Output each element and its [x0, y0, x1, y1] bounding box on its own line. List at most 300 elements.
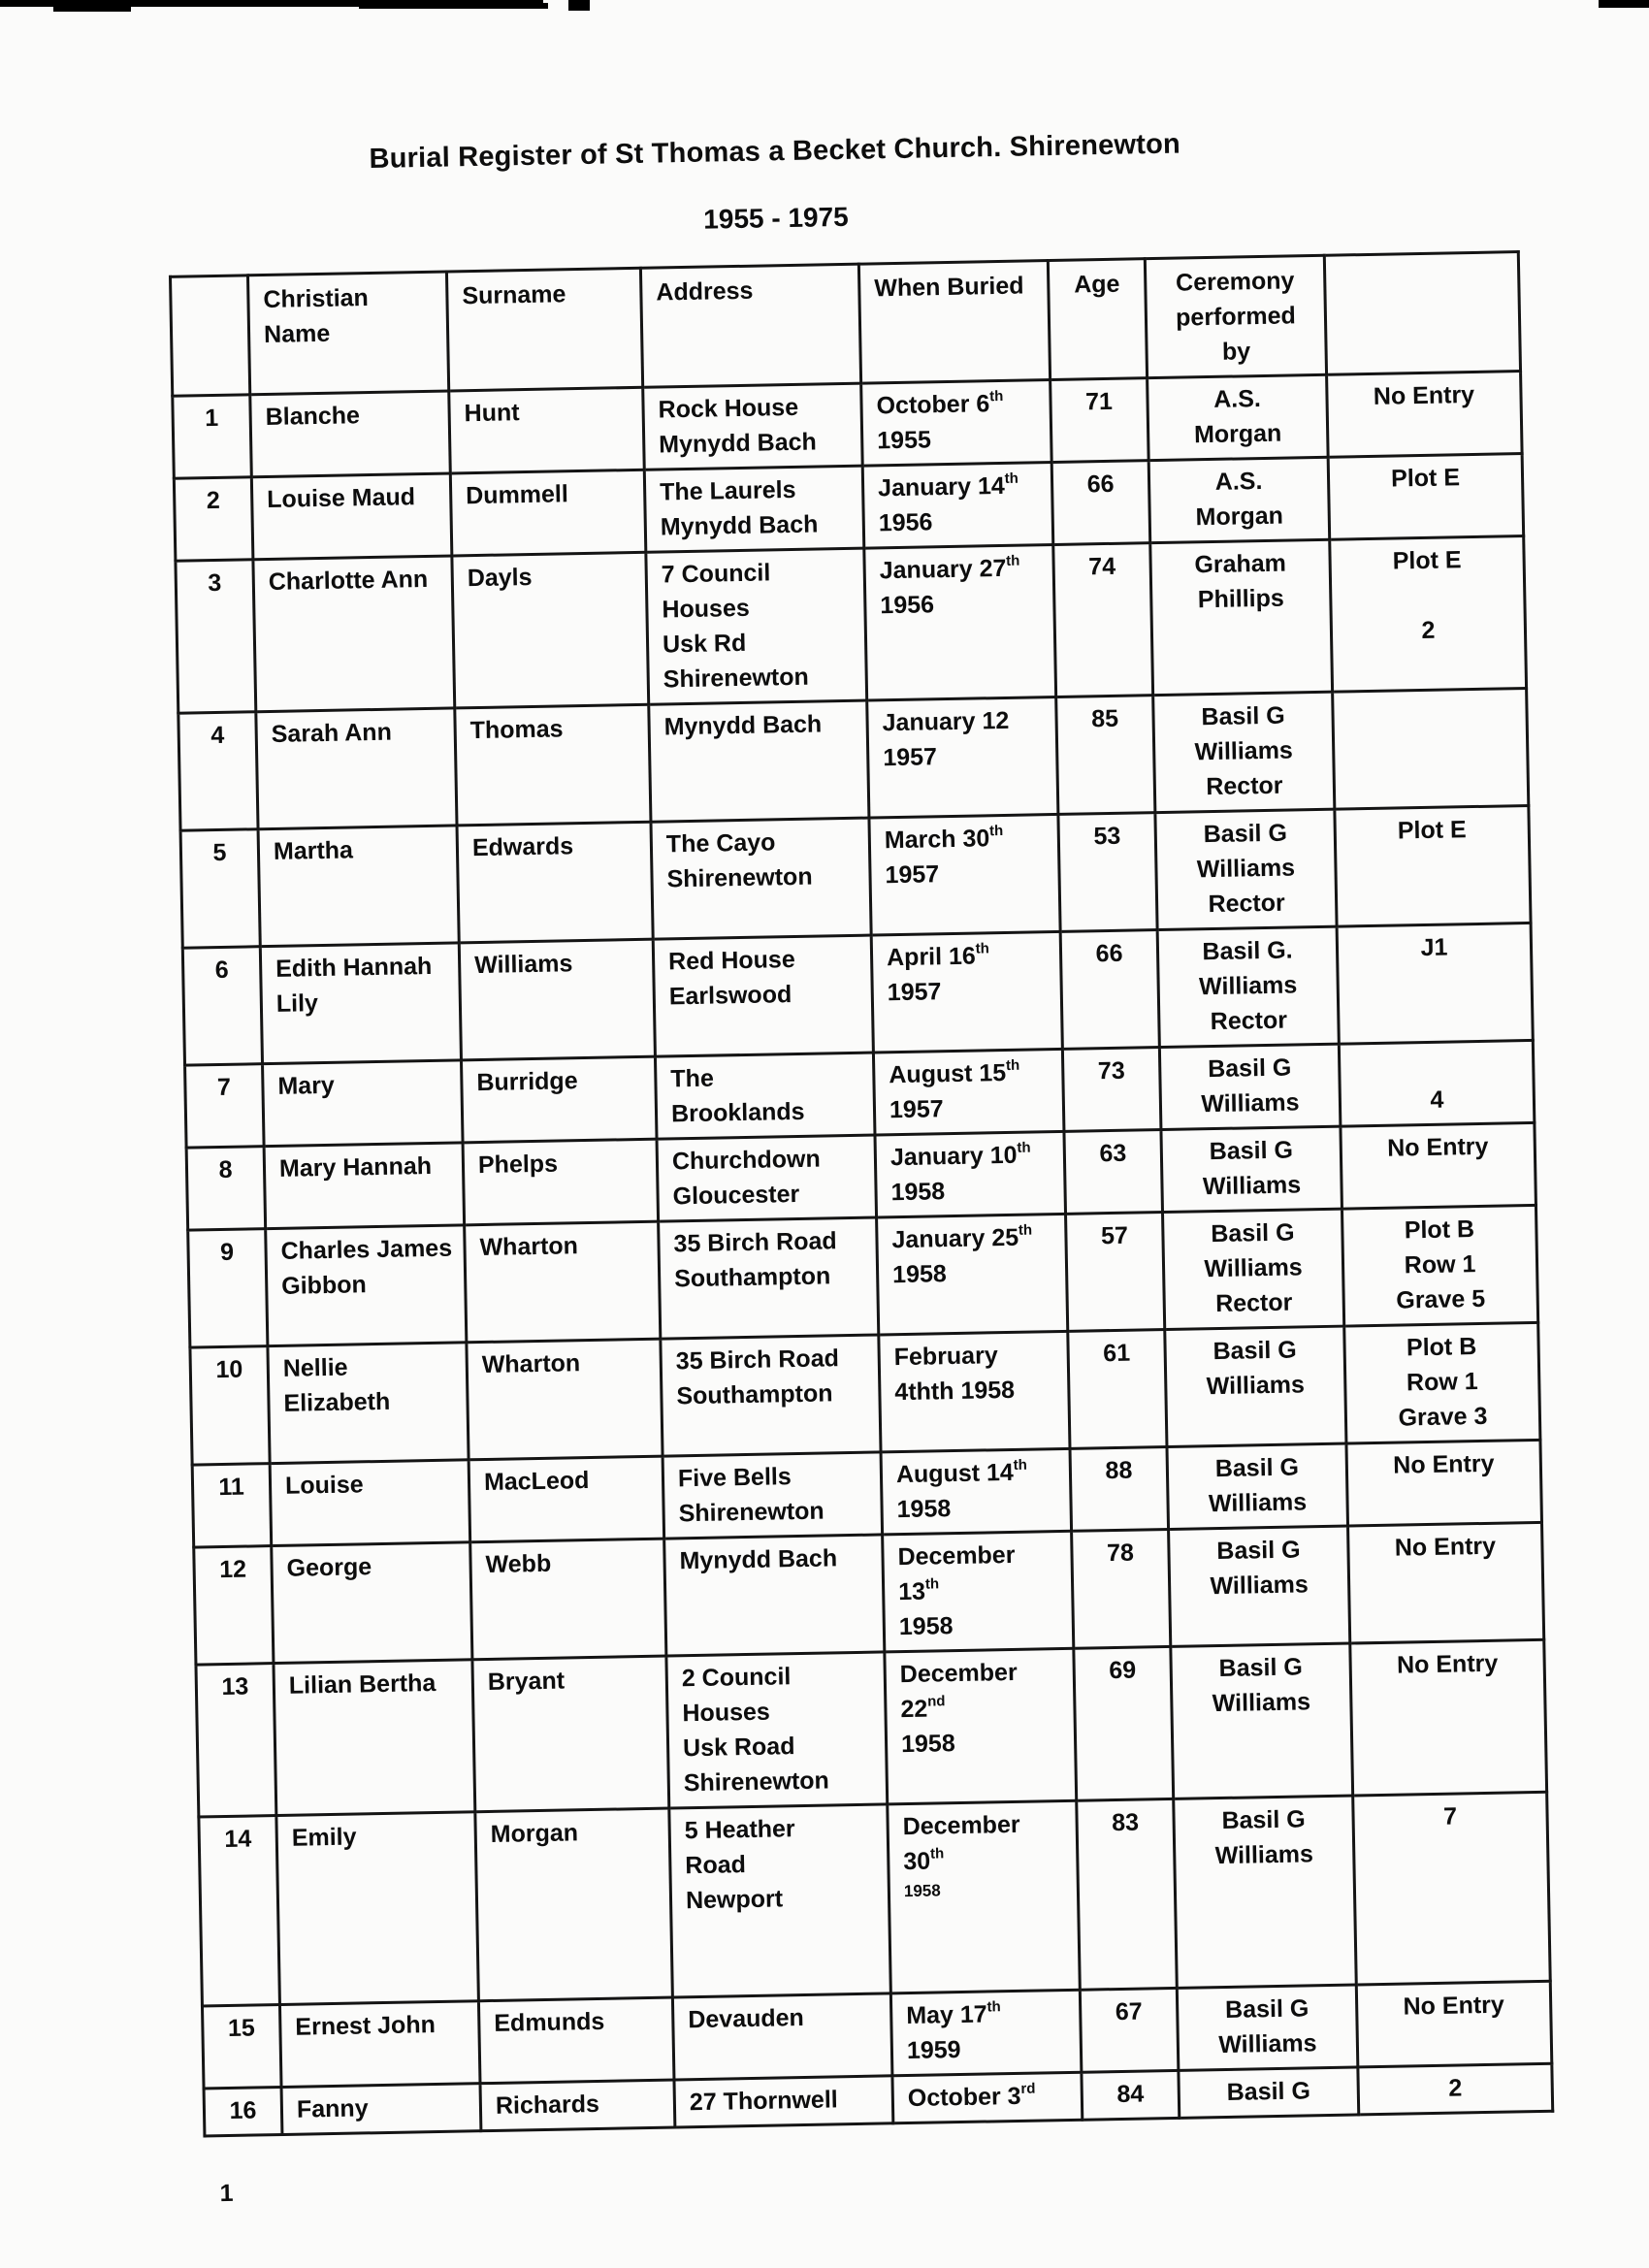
cell-line: 1: [204, 404, 219, 433]
cell-line: No Entry: [1393, 1449, 1495, 1479]
cell-line: The: [670, 1064, 715, 1093]
cell-surname: [450, 470, 646, 556]
cell-when-buried: [892, 2072, 1083, 2123]
cell-line: April 16th: [886, 940, 989, 972]
cell-line: Basil G: [1218, 1653, 1304, 1683]
cell-line: Name: [263, 319, 331, 349]
cell-line: Emily: [291, 1823, 357, 1852]
cell-christian-name: [251, 473, 452, 560]
cell-plot: [1337, 923, 1533, 1044]
cell-line: Burridge: [476, 1067, 578, 1097]
cell-age: [1060, 930, 1159, 1050]
cell-num: [182, 947, 262, 1065]
cell-address: [663, 1452, 883, 1539]
cell-line: Edwards: [471, 832, 574, 862]
cell-line: Houses: [662, 594, 750, 624]
cell-line: Basil G: [1212, 1336, 1297, 1366]
cell-line: Williams: [1198, 971, 1298, 1001]
cell-line: Plot B: [1404, 1215, 1475, 1245]
cell-line: Age: [1073, 270, 1120, 299]
cell-line: Plot E: [1397, 816, 1467, 845]
cell-age: [1053, 543, 1153, 697]
cell-when-buried: [881, 1448, 1072, 1535]
cell-line: Morgan: [1193, 419, 1282, 449]
cell-line: Williams: [1218, 2029, 1317, 2059]
cell-line: Basil G: [1224, 1994, 1310, 2024]
cell-ceremony: [1165, 1326, 1346, 1446]
cell-christian-name: [250, 391, 451, 477]
cell-address: [657, 1135, 877, 1221]
cell-when-buried: [867, 697, 1058, 818]
cell-age: [1070, 1446, 1169, 1531]
cell-ceremony: [1153, 692, 1335, 812]
cell-line: Row 1: [1406, 1368, 1478, 1397]
cell-line: Wharton: [481, 1349, 581, 1379]
cell-plot: [1327, 372, 1523, 458]
table-row: [196, 1639, 1547, 1817]
cell-surname: [461, 1056, 657, 1143]
cell-line: Rector: [1206, 771, 1283, 801]
cell-line: 1958: [903, 1881, 941, 1901]
cell-age: [1068, 1330, 1167, 1449]
cell-address: [661, 1335, 881, 1456]
cell-plot: [1341, 1122, 1536, 1209]
cell-surname: [457, 822, 653, 943]
cell-when-buried: [869, 814, 1060, 935]
cell-line: Williams: [1210, 1571, 1309, 1601]
cell-address: [644, 466, 864, 552]
table-row: [176, 536, 1527, 714]
cell-line: Shirenewton: [666, 862, 813, 893]
cell-line: 67: [1115, 1997, 1143, 2026]
cell-line: 53: [1093, 822, 1121, 851]
cell-line: 2 Council: [681, 1663, 792, 1693]
cell-line: Mynydd Bach: [659, 428, 818, 459]
cell-line: August 14th: [895, 1456, 1027, 1489]
cell-line: February: [893, 1342, 998, 1372]
cell-line: 88: [1105, 1456, 1133, 1485]
cell-line: March 30th: [884, 823, 1004, 855]
scan-artifact-top-left-bump: [53, 0, 131, 12]
cell-line: A.S.: [1214, 468, 1263, 496]
cell-line: 11: [218, 1473, 245, 1502]
cell-plot: [1330, 536, 1527, 693]
cell-ceremony: [1155, 809, 1337, 929]
cell-num: [178, 712, 258, 830]
cell-line: Wharton: [479, 1232, 579, 1262]
cell-address: [669, 1804, 891, 1997]
cell-line: Basil G: [1207, 1053, 1292, 1084]
cell-line: Elizabeth: [283, 1387, 391, 1417]
cell-line: Dayls: [467, 563, 533, 593]
cell-line: Richards: [495, 2090, 600, 2120]
cell-address: [672, 1993, 892, 2080]
cell-plot: [1344, 1322, 1540, 1443]
scan-artifact-top-mid: [359, 3, 548, 9]
cell-line: Sarah Ann: [271, 718, 393, 748]
cell-ceremony: [1171, 1643, 1353, 1798]
cell-line: 1955: [876, 426, 932, 455]
cell-num: [192, 1464, 272, 1547]
cell-line: Basil G: [1221, 1805, 1306, 1835]
cell-line: No Entry: [1373, 380, 1475, 410]
column-header-christian_name: [247, 272, 448, 395]
column-header-num: [170, 275, 249, 396]
cell-line: No Entry: [1386, 1132, 1489, 1162]
cell-line: 4: [210, 721, 225, 750]
cell-line: October 3rd: [907, 2080, 1036, 2113]
cell-address: [643, 383, 863, 470]
cell-line: A.S.: [1212, 385, 1262, 413]
cell-christian-name: [268, 1343, 469, 1464]
cell-line: 1959: [906, 2036, 961, 2065]
cell-age: [1072, 1529, 1171, 1648]
cell-line: 1957: [887, 978, 942, 1007]
heading-area: [72, 123, 1480, 247]
cell-line: January 14th: [877, 470, 1018, 502]
cell-line: Mynydd Bach: [663, 710, 823, 741]
cell-christian-name: [276, 1812, 479, 2005]
cell-line: Hunt: [464, 399, 520, 428]
cell-christian-name: [279, 2001, 480, 2088]
cell-line: 69: [1109, 1656, 1137, 1685]
cell-line: Phillips: [1197, 584, 1285, 614]
cell-line: 35 Birch Road: [673, 1227, 837, 1258]
cell-line: Ernest John: [295, 2011, 436, 2041]
cell-address: [651, 818, 871, 939]
cell-christian-name: [263, 1060, 464, 1147]
column-header-when_buried: [858, 261, 1050, 384]
cell-christian-name: [256, 708, 457, 829]
cell-line: MacLeod: [483, 1467, 590, 1497]
cell-line: Basil G: [1216, 1536, 1301, 1566]
cell-line: Williams: [1194, 736, 1294, 766]
cell-line: 16: [229, 2096, 257, 2124]
cell-line: Lilian Bertha: [288, 1669, 436, 1700]
cell-line: Shirenewton: [663, 663, 810, 694]
cell-line: No Entry: [1403, 1991, 1505, 2021]
cell-when-buried: [871, 931, 1062, 1053]
table-row: [199, 1792, 1550, 2006]
cell-line: Basil G.: [1202, 936, 1293, 966]
cell-line: 4: [1430, 1085, 1444, 1114]
cell-line: Williams: [1206, 1371, 1306, 1401]
cell-line: Fanny: [296, 2094, 369, 2123]
cell-ceremony: [1174, 1796, 1357, 1988]
cell-line: Churchdown: [671, 1145, 821, 1176]
scan-artifact-top-notch: [568, 0, 590, 11]
cell-line: 84: [1116, 2080, 1145, 2109]
cell-line: Address: [656, 276, 754, 307]
cell-surname: [475, 1808, 673, 2001]
cell-line: Bryant: [487, 1667, 566, 1696]
cell-line: 1958: [890, 1178, 946, 1207]
cell-christian-name: [264, 1143, 465, 1229]
cell-line: 63: [1099, 1139, 1127, 1168]
cell-line: Williams: [1208, 1488, 1308, 1518]
table-body: [173, 372, 1553, 2136]
cell-line: 13th: [897, 1575, 940, 1606]
cell-line: 1958: [900, 1730, 955, 1759]
cell-line: 78: [1106, 1539, 1135, 1568]
cell-line: Basil G: [1203, 819, 1288, 849]
cell-when-buried: [861, 380, 1052, 467]
cell-line: Martha: [273, 836, 354, 865]
cell-line: 85: [1090, 704, 1119, 733]
cell-line: Mary Hannah: [278, 1151, 433, 1183]
cell-line: Plot B: [1406, 1333, 1477, 1362]
cell-plot: [1356, 1981, 1552, 2067]
cell-surname: [472, 1656, 669, 1812]
cell-line: Devauden: [688, 2004, 805, 2034]
cell-num: [199, 1816, 280, 2006]
cell-line: 27 Thornwell: [689, 2086, 838, 2117]
cell-ceremony: [1167, 1443, 1348, 1529]
cell-age: [1051, 461, 1150, 545]
cell-when-buried: [883, 1531, 1074, 1652]
cell-christian-name: [281, 2084, 481, 2135]
cell-line: Red House: [667, 945, 795, 976]
cell-line: 1957: [885, 860, 940, 890]
cell-line: Brooklands: [670, 1097, 805, 1128]
cell-line: 1956: [878, 508, 933, 537]
cell-line: Gloucester: [672, 1180, 800, 1211]
cell-line: Williams: [1214, 1840, 1314, 1870]
cell-line: Williams: [473, 950, 573, 980]
cell-address: [649, 700, 869, 822]
cell-line: Grave 3: [1398, 1402, 1488, 1432]
cell-when-buried: [873, 1049, 1064, 1135]
cell-line: 6: [214, 956, 229, 985]
cell-line: performed: [1175, 302, 1297, 332]
cell-num: [185, 1064, 265, 1148]
cell-line: Louise Maud: [267, 483, 416, 513]
cell-surname: [459, 939, 655, 1060]
cell-line: 7: [1442, 1802, 1458, 1831]
cell-line: Gibbon: [281, 1271, 367, 1300]
cell-line: January 10th: [889, 1139, 1031, 1172]
cell-christian-name: [253, 556, 455, 712]
cell-line: Row 1: [1404, 1250, 1476, 1280]
cell-line: Plot E: [1392, 546, 1462, 575]
cell-plot: [1348, 1522, 1544, 1643]
cell-line: Blanche: [265, 402, 361, 431]
cell-plot: [1333, 689, 1529, 810]
cell-address: [674, 2076, 893, 2127]
cell-plot: [1353, 1792, 1551, 1985]
cell-line: Usk Rd: [662, 629, 747, 659]
cell-line: Rector: [1214, 1288, 1293, 1318]
cell-surname: [452, 552, 649, 708]
cell-when-buried: [890, 1990, 1082, 2076]
cell-num: [173, 395, 252, 478]
scan-artifact-top-right: [1599, 0, 1649, 8]
cell-line: 66: [1086, 470, 1115, 499]
cell-plot: [1358, 2063, 1553, 2115]
cell-num: [202, 2005, 281, 2089]
cell-line: Five Bells: [677, 1463, 792, 1493]
cell-line: Lily: [275, 989, 319, 1018]
cell-age: [1062, 1048, 1161, 1132]
cell-ceremony: [1150, 539, 1333, 695]
cell-when-buried: [888, 1800, 1081, 1993]
cell-line: The Cayo: [665, 828, 776, 859]
cell-plot: [1335, 805, 1531, 926]
cell-line: December: [897, 1540, 1016, 1571]
cell-line: 9: [219, 1238, 235, 1267]
cell-when-buried: [862, 463, 1053, 549]
cell-line: Charlotte Ann: [268, 565, 429, 596]
cell-line: 30th: [903, 1845, 945, 1876]
cell-ceremony: [1157, 926, 1339, 1047]
cell-line: Basil G: [1214, 1453, 1300, 1483]
cell-christian-name: [258, 826, 459, 947]
cell-when-buried: [864, 545, 1056, 701]
cell-line: Shirenewton: [678, 1497, 824, 1528]
cell-ceremony: [1169, 1526, 1350, 1646]
document-title: Burial Register of St Thomas a Becket Church. Shirenewton: [369, 128, 1181, 175]
cell-address: [659, 1217, 879, 1339]
cell-line: Graham: [1194, 549, 1287, 579]
cell-line: Louise: [284, 1471, 364, 1500]
cell-line: Earlswood: [668, 981, 792, 1011]
cell-surname: [449, 387, 645, 473]
cell-ceremony: [1163, 1209, 1344, 1329]
cell-line: January 27th: [879, 552, 1020, 585]
cell-num: [174, 477, 253, 561]
cell-line: Basil G: [1209, 1136, 1294, 1166]
cell-line: When Buried: [874, 272, 1024, 303]
cell-line: Surname: [462, 280, 566, 310]
cell-address: [664, 1535, 885, 1656]
cell-line: Ceremony: [1175, 267, 1295, 297]
cell-line: December: [899, 1658, 1018, 1689]
cell-line: 1958: [891, 1260, 948, 1289]
cell-line: 74: [1088, 552, 1116, 581]
cell-num: [186, 1147, 266, 1230]
cell-line: 61: [1103, 1339, 1131, 1368]
cell-line: 83: [1111, 1808, 1140, 1837]
cell-age: [1051, 378, 1149, 463]
cell-line: 7 Council: [661, 559, 771, 589]
cell-line: Williams: [1196, 854, 1296, 884]
cell-line: 4thth 1958: [894, 1376, 1016, 1407]
cell-line: 7: [216, 1073, 232, 1102]
column-header-plot: [1324, 252, 1520, 375]
cell-address: [653, 935, 873, 1056]
cell-christian-name: [272, 1542, 472, 1664]
cell-line: 3: [208, 568, 222, 598]
cell-line: Basil G: [1226, 2077, 1311, 2106]
cell-line: Williams: [1204, 1253, 1303, 1283]
cell-line: [1338, 576, 1518, 614]
cell-age: [1074, 1646, 1174, 1800]
cell-line: Charles James: [280, 1234, 453, 1265]
cell-line: George: [286, 1553, 372, 1582]
cell-line: 15: [227, 2014, 256, 2042]
cell-line: Grave 5: [1396, 1284, 1486, 1314]
cell-address: [655, 1053, 875, 1139]
cell-age: [1080, 1988, 1179, 2072]
cell-line: May 17th: [906, 1998, 1001, 2030]
cell-line: Basil G: [1211, 1218, 1295, 1248]
cell-surname: [469, 1456, 664, 1542]
cell-line: Road: [685, 1851, 747, 1880]
cell-line: 22nd: [900, 1693, 946, 1724]
cell-line: Phelps: [477, 1150, 559, 1180]
cell-line: Thomas: [469, 715, 564, 745]
cell-line: Houses: [682, 1698, 771, 1728]
cell-line: Basil G: [1201, 701, 1285, 731]
cell-christian-name: [274, 1660, 475, 1816]
cell-line: Mynydd Bach: [660, 510, 819, 541]
cell-christian-name: [270, 1460, 470, 1546]
cell-num: [190, 1346, 270, 1465]
cell-line: Rector: [1210, 1006, 1288, 1036]
cell-line: Morgan: [1195, 502, 1284, 532]
cell-line: Rock House: [658, 393, 799, 424]
cell-surname: [470, 1539, 666, 1660]
cell-when-buried: [879, 1331, 1070, 1452]
cell-line: 35 Birch Road: [675, 1345, 840, 1376]
cell-line: Newport: [685, 1885, 784, 1915]
column-header-age: [1048, 259, 1147, 380]
cell-christian-name: [266, 1225, 467, 1346]
cell-line: Williams: [1202, 1171, 1302, 1201]
cell-line: Christian: [263, 284, 370, 314]
cell-line: 71: [1084, 387, 1114, 416]
cell-num: [196, 1664, 276, 1817]
cell-line: Williams: [1212, 1688, 1311, 1718]
cell-surname: [455, 704, 651, 826]
cell-plot: [1342, 1205, 1537, 1326]
cell-line: No Entry: [1396, 1649, 1499, 1679]
cell-when-buried: [885, 1648, 1077, 1804]
column-header-ceremony: [1145, 255, 1326, 377]
cell-when-buried: [875, 1131, 1066, 1217]
cell-line: 2: [1448, 2074, 1463, 2102]
cell-num: [188, 1229, 268, 1347]
cell-line: 1956: [880, 591, 935, 620]
cell-line: Southampton: [676, 1379, 833, 1410]
cell-line: 1957: [883, 743, 938, 772]
cell-line: Edmunds: [494, 2007, 605, 2037]
cell-ceremony: [1177, 1985, 1358, 2070]
cell-line: 14: [224, 1825, 252, 1854]
cell-line: by: [1221, 338, 1251, 366]
cell-christian-name: [260, 943, 461, 1064]
cell-line: Shirenewton: [683, 1766, 830, 1798]
cell-line: August 15th: [889, 1056, 1020, 1089]
cell-line: 2: [206, 486, 220, 515]
cell-ceremony: [1148, 374, 1329, 460]
cell-line: October 6th: [876, 387, 1004, 420]
cell-line: 10: [215, 1355, 243, 1384]
document-subtitle: 1955 - 1975: [702, 201, 849, 235]
scanned-page: [126, 54, 1571, 2208]
cell-line: 13: [221, 1672, 249, 1701]
page-number: 1: [219, 2179, 234, 2208]
cell-line: 73: [1097, 1056, 1125, 1085]
cell-line: 66: [1095, 939, 1123, 968]
cell-plot: [1328, 454, 1524, 540]
cell-surname: [478, 1997, 674, 2084]
cell-line: Plot E: [1390, 464, 1461, 493]
cell-line: 12: [218, 1555, 247, 1584]
burial-register-table: [169, 250, 1554, 2137]
cell-address: [646, 548, 867, 704]
cell-line: Morgan: [490, 1819, 579, 1848]
